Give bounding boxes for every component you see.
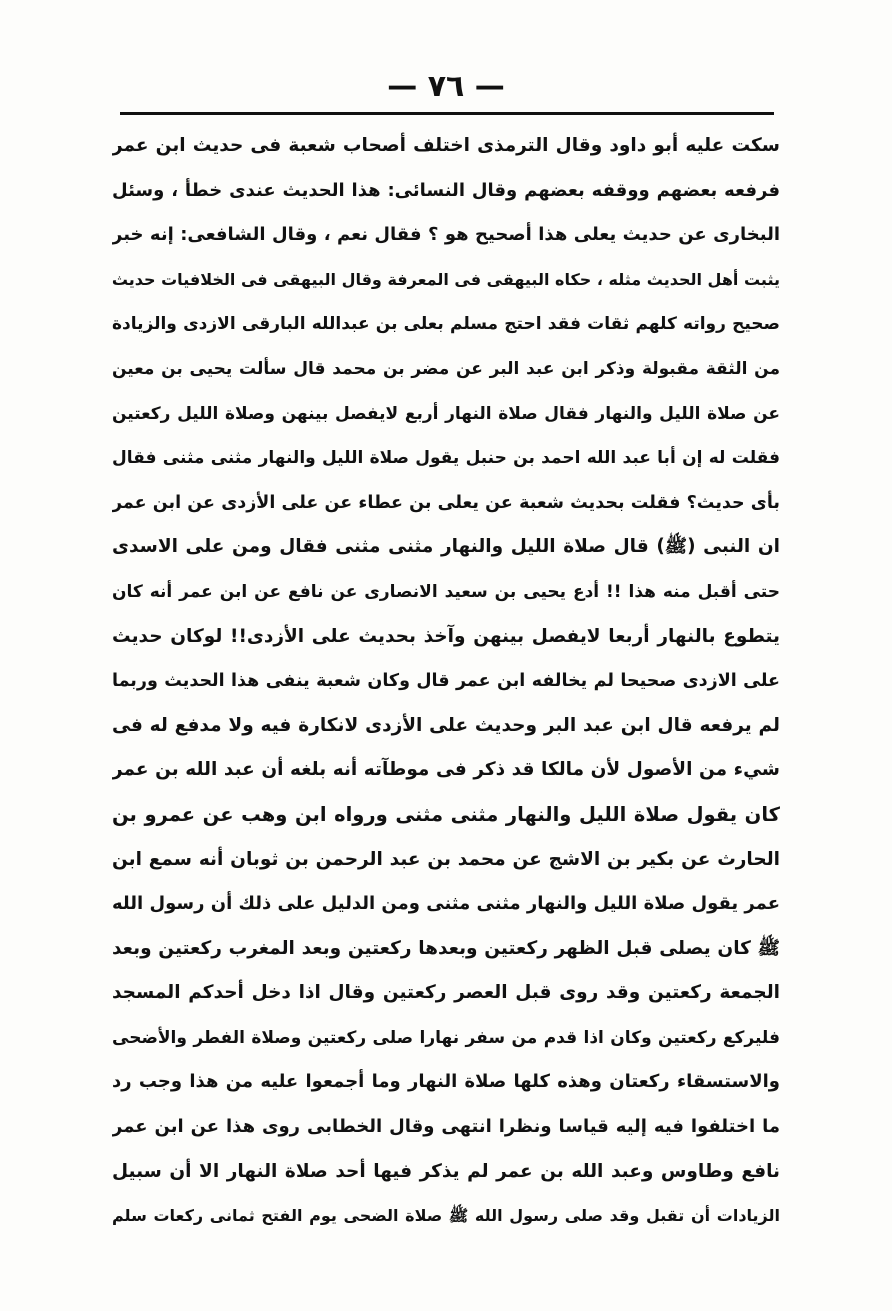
text-line: ان النبى (ﷺ) قال صلاة الليل والنهار مثنى مثنى فقال ومن على الاسدى bbox=[112, 536, 780, 558]
text-line: الحارث عن بكير بن الاشج عن محمد بن عبد الرحمن بن ثوبان أنه سمع ابن bbox=[112, 848, 780, 870]
header-rule bbox=[120, 112, 774, 115]
body-text bbox=[112, 124, 780, 1239]
text-line: فرفعه بعضهم ووقفه بعضهم وقال النسائى: هذا الحديث عندى خطأ ، وسئل bbox=[112, 179, 780, 201]
text-line: عن صلاة الليل والنهار فقال صلاة النهار أربع لايفصل بينهن وصلاة الليل ركعتين bbox=[112, 403, 780, 424]
text-line: كان يقول صلاة الليل والنهار مثنى مثنى ورواه ابن وهب عن عمرو بن bbox=[112, 802, 780, 826]
text-line: الزيادات أن تقبل وقد صلى رسول الله ﷺ صلاة الضحى يوم الفتح ثمانى ركعات سلم bbox=[112, 1206, 780, 1226]
text-line: شيء من الأصول لأن مالكا قد ذكر فى موطآته أنه بلغه أن عبد الله بن عمر bbox=[112, 759, 780, 781]
page-number: — ٧٦ — bbox=[387, 68, 505, 104]
text-line: البخارى عن حديث يعلى هذا أصحيح هو ؟ فقال نعم ، وقال الشافعى: إنه خبر bbox=[112, 224, 780, 246]
text-line: نافع وطاوس وعبد الله بن عمر لم يذكر فيها أحد صلاة النهار الا أن سبيل bbox=[112, 1160, 780, 1182]
text-line: فليركع ركعتين وكان اذا قدم من سفر نهارا صلى ركعتين وصلاة الفطر والأضحى bbox=[112, 1027, 780, 1048]
text-line: فقلت له إن أبا عبد الله احمد بن حنبل يقول صلاة الليل والنهار مثنى مثنى فقال bbox=[112, 448, 780, 469]
text-line: صحيح رواته كلهم ثقات فقد احتج مسلم بعلى بن عبدالله البارقى الازدى والزيادة bbox=[112, 314, 780, 335]
text-line: يثبت أهل الحديث مثله ، حكاه البيهقى فى المعرفة وقال البيهقى فى الخلافيات حديث bbox=[112, 269, 780, 289]
text-line: سكت عليه أبو داود وقال الترمذى اختلف أصحاب شعبة فى حديث ابن عمر bbox=[112, 135, 780, 156]
text-line: من الثقة مقبولة وذكر ابن عبد البر عن مضر بن محمد قال سألت يحيى بن معين bbox=[112, 358, 780, 379]
text-line: على الازدى صحيحا لم يخالفه ابن عمر قال وكان شعبة ينفى هذا الحديث وربما bbox=[112, 671, 780, 692]
text-line: عمر يقول صلاة الليل والنهار مثنى مثنى ومن الدليل على ذلك أن رسول الله bbox=[112, 893, 780, 915]
text-line: الجمعة ركعتين وقد روى قبل العصر ركعتين وقال اذا دخل أحدكم المسجد bbox=[112, 982, 780, 1004]
text-line: والاستسقاء ركعتان وهذه كلها صلاة النهار وما أجمعوا عليه من هذا وجب رد bbox=[112, 1071, 780, 1093]
text-line: بأى حديث؟ فقلت بحديث شعبة عن يعلى بن عطاء عن على الأزدى عن ابن عمر bbox=[112, 492, 780, 513]
page-header bbox=[0, 66, 892, 106]
text-line: يتطوع بالنهار أربعا لايفصل بينهن وآخذ بحديث على الأزدى!! لوكان حديث bbox=[112, 625, 780, 647]
text-line: ﷺ كان يصلى قبل الظهر ركعتين وبعدها ركعتين وبعد المغرب ركعتين وبعد bbox=[112, 937, 780, 959]
text-line: لم يرفعه قال ابن عبد البر وحديث على الأزدى لانكارة فيه ولا مدفع له فى bbox=[112, 714, 780, 736]
text-line: ما اختلفوا فيه إليه قياسا ونظرا انتهى وقال الخطابى روى هذا عن ابن عمر bbox=[112, 1116, 780, 1138]
text-line: حتى أقبل منه هذا !! أدع يحيى بن سعيد الانصارى عن نافع عن ابن عمر أنه كان bbox=[112, 581, 780, 602]
